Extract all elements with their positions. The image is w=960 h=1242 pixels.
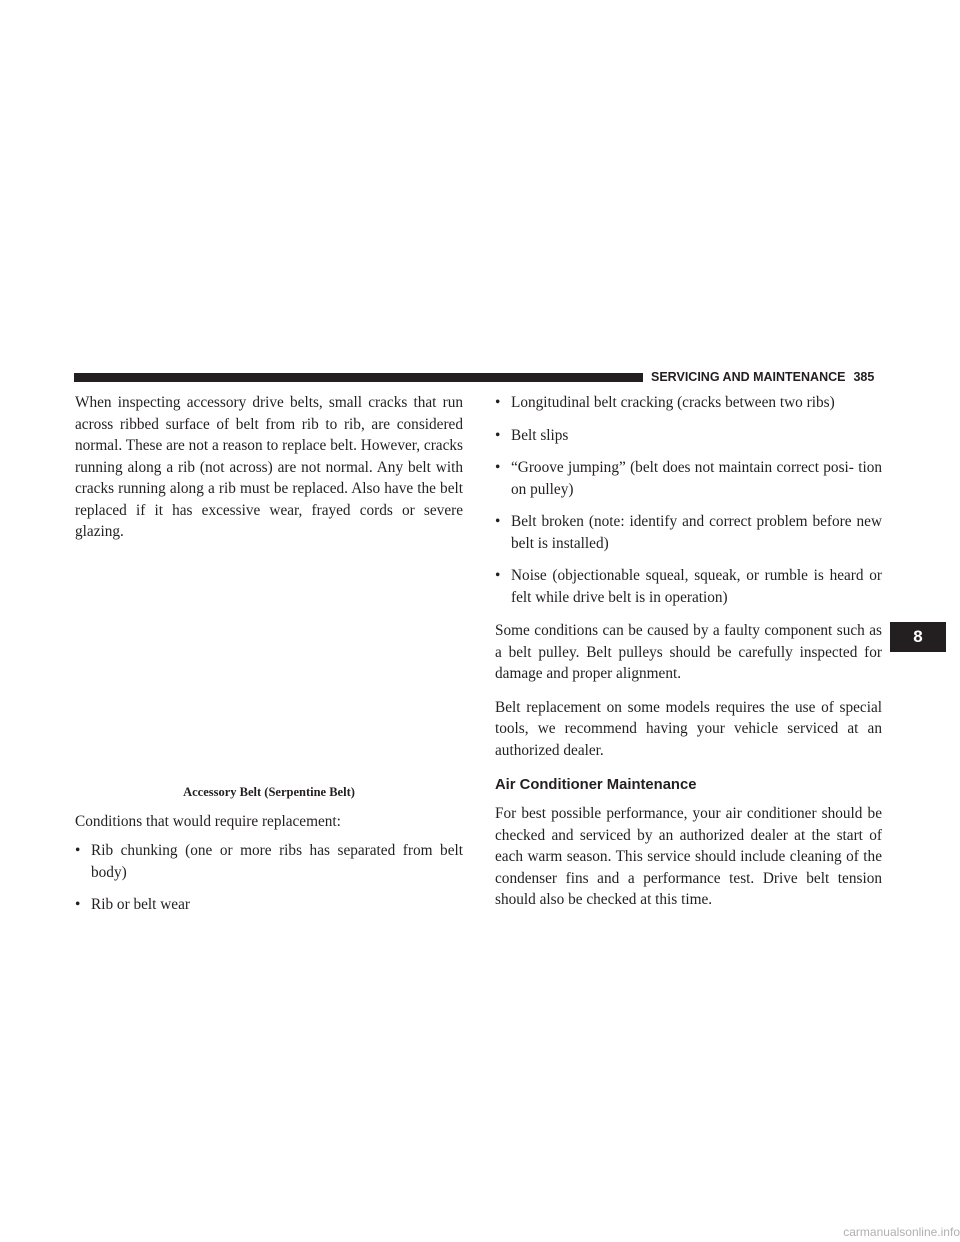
list-item: • Rib chunking (one or more ribs has separated from belt body) <box>75 842 463 881</box>
page-number: 385 <box>853 370 875 384</box>
running-header <box>651 368 891 386</box>
left-column <box>75 392 463 916</box>
ac-maintenance-paragraph: For best possible performance, your air conditioner should be checked and serviced by an authorized dealer at the start of each warm season. This service should include cleaning of the condenser fins and a performance test. Drive belt tension should also be checked at this time. <box>495 805 882 908</box>
intro-paragraph: When inspecting accessory drive belts, small cracks that run across ribbed surface of belt from rib to rib, are considered normal. These are not a reason to replace belt. However, cracks running along a rib (not across) are not normal. Any belt with cracks running along a rib must be replaced. Also have the belt replaced if it has excessive wear, frayed cords or severe glazing. <box>75 394 463 540</box>
conditions-intro: Conditions that would require replacement: <box>75 812 341 830</box>
left-bullet-list <box>75 840 463 916</box>
bullet-icon: • <box>495 394 501 411</box>
special-tools-paragraph: Belt replacement on some models requires the use of special tools, we recommend having your vehicle serviced at an authorized dealer. <box>495 698 882 759</box>
bullet-icon: • <box>495 459 501 476</box>
list-item: • Longitudinal belt cracking (cracks between two ribs) <box>495 392 882 414</box>
list-item: • Noise (objectionable squeal, squeak, or rumble is heard or felt while drive belt is in operation) <box>495 567 882 606</box>
ac-maintenance-heading: Air Conditioner Maintenance <box>495 777 697 793</box>
chapter-tab: 8 <box>890 622 946 652</box>
belt-figure-placeholder <box>75 555 463 771</box>
list-item: • Rib or belt wear <box>75 894 463 916</box>
bullet-icon: • <box>75 896 81 913</box>
bullet-icon: • <box>495 567 501 584</box>
bullet-icon: • <box>495 426 501 444</box>
list-item: • Belt broken (note: identify and correct problem before new belt is installed) <box>495 513 882 552</box>
bullet-icon: • <box>75 842 81 859</box>
header-rule <box>74 373 643 382</box>
list-item: • Belt slips <box>495 425 882 447</box>
bullet-icon: • <box>495 513 501 530</box>
right-bullet-list <box>495 392 882 608</box>
figure-caption: Accessory Belt (Serpentine Belt) <box>183 784 355 799</box>
section-title: SERVICING AND MAINTENANCE <box>651 370 846 384</box>
watermark: carmanualsonline.info <box>843 1225 960 1239</box>
right-column <box>495 392 882 911</box>
list-item: • “Groove jumping” (belt does not maintain correct posi- tion on pulley) <box>495 459 882 498</box>
pulley-paragraph: Some conditions can be caused by a faulty component such as a belt pulley. Belt pulleys should be carefully inspected for damage and proper alignment. <box>495 622 882 682</box>
